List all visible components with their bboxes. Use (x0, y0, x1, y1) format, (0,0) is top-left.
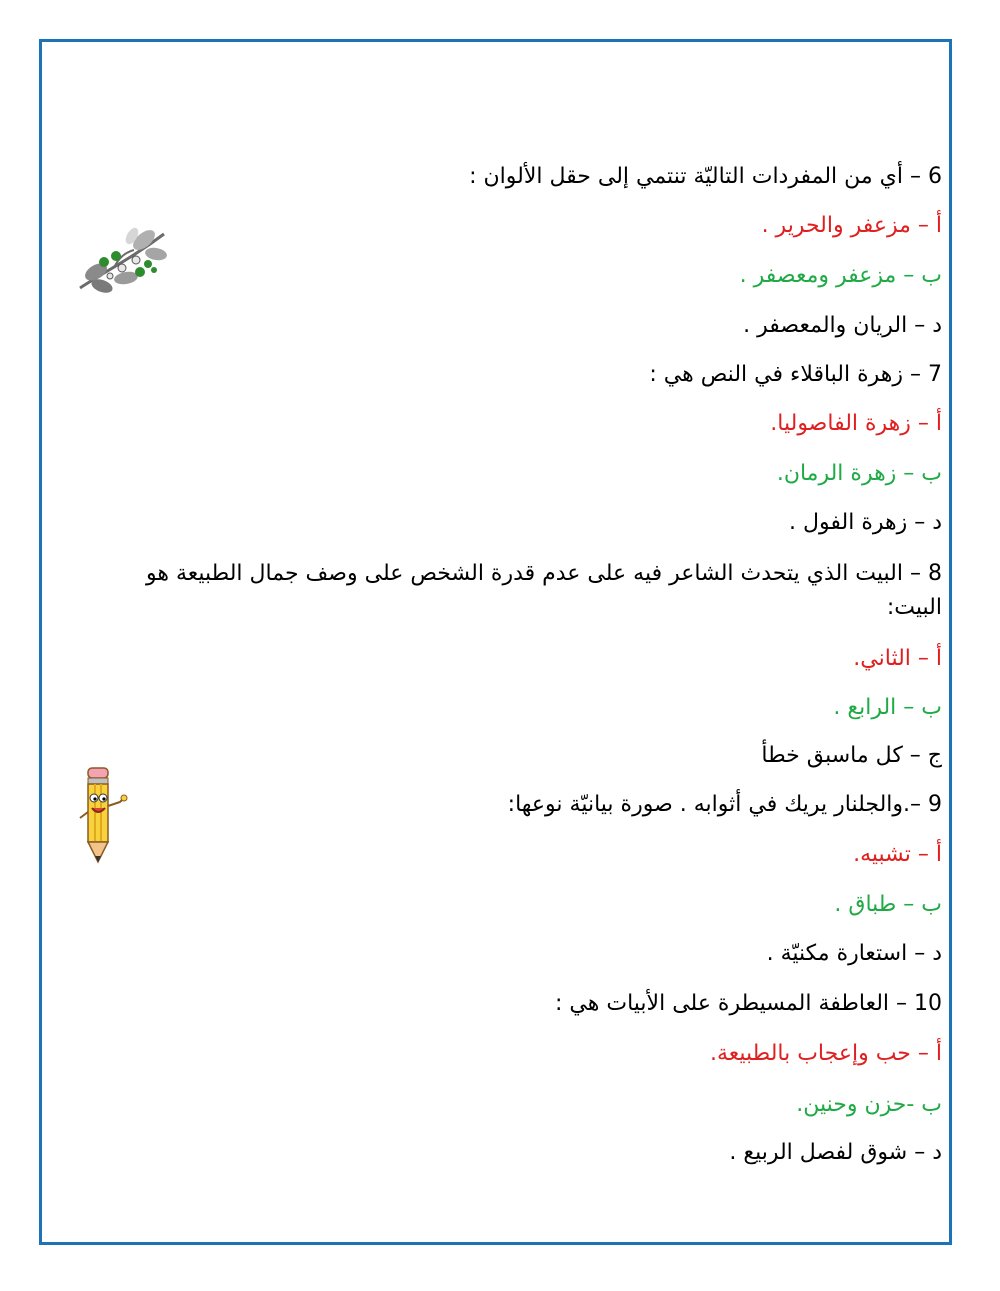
q9-option-a: أ – تشبيه. (853, 842, 942, 867)
flower-branch-icon (74, 220, 170, 296)
q6-option-b: ب – مزعفر ومعصفر . (739, 263, 942, 288)
q7-option-a: أ – زهرة الفاصوليا. (770, 411, 942, 436)
q9-option-b: ب – طباق . (834, 892, 942, 917)
q8-option-c: ج – كل ماسبق خطأ (761, 743, 942, 768)
question-9: 9 –.والجلنار يريك في أثوابه . صورة بيانيّة نوعها: (507, 792, 942, 817)
q9-option-d: د – استعارة مكنيّة . (766, 941, 942, 966)
q6-option-a: أ – مزعفر والحرير . (761, 213, 942, 238)
question-10: 10 – العاطفة المسيطرة على الأبيات هي : (555, 991, 942, 1016)
question-7: 7 – زهرة الباقلاء في النص هي : (649, 362, 942, 387)
question-6: 6 – أي من المفردات التاليّة تنتمي إلى حقل الألوان : (469, 164, 942, 189)
q10-option-a: أ – حب وإعجاب بالطبيعة. (709, 1041, 942, 1066)
q6-option-d: د – الريان والمعصفر . (743, 313, 942, 338)
q7-option-b: ب – زهرة الرمان. (776, 461, 942, 486)
q7-option-d: د – زهرة الفول . (789, 510, 942, 535)
q10-option-b: ب -حزن وحنين. (796, 1092, 942, 1117)
q8-option-b: ب – الرابع . (833, 695, 942, 720)
q10-option-d: د – شوق لفصل الربيع . (729, 1140, 942, 1165)
pencil-mascot-icon (74, 762, 130, 866)
q8-option-a: أ – الثاني. (853, 646, 942, 671)
question-8: 8 – البيت الذي يتحدث الشاعر فيه على عدم قدرة الشخص على وصف جمال الطبيعة هو البيت: (146, 561, 942, 620)
